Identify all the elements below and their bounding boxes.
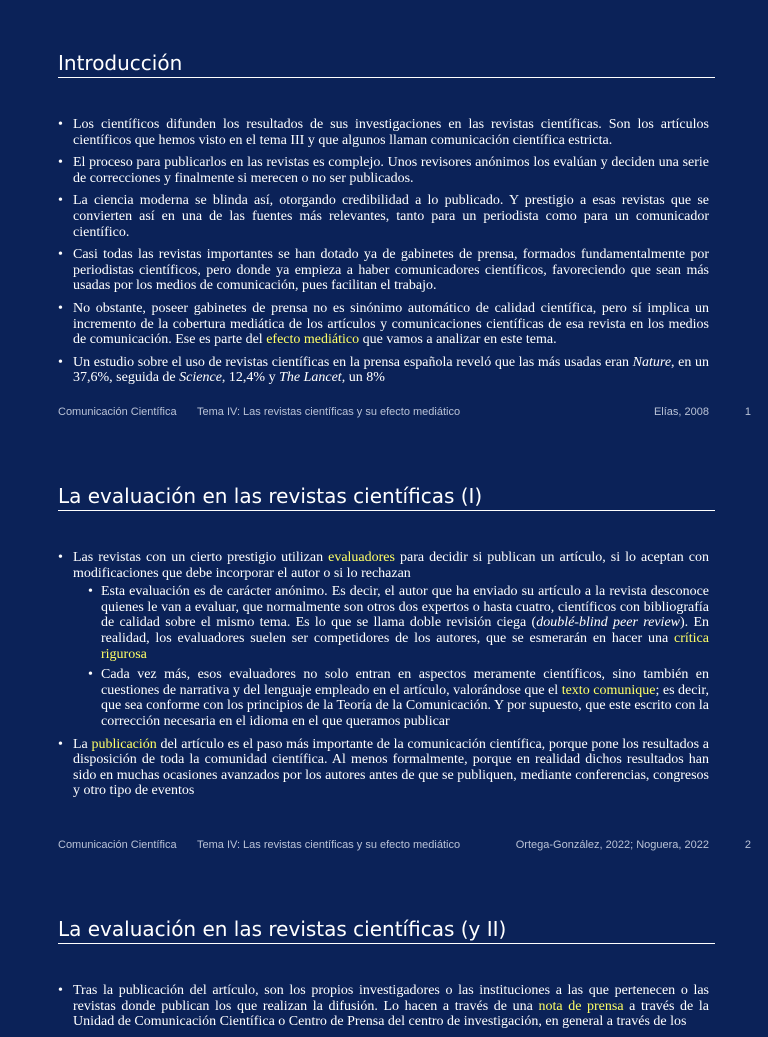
journal-name: Science	[179, 370, 222, 386]
bullet-list	[58, 983, 709, 1030]
slide-title: La evaluación en las revistas científicas (I)	[58, 484, 715, 511]
highlight-term: efecto mediático	[266, 332, 360, 348]
footer-reference: Ortega-González, 2022; Noguera, 2022	[515, 839, 709, 851]
journal-name: The Lancet	[279, 370, 342, 386]
slide-title: La evaluación en las revistas científicas (y II)	[58, 917, 715, 944]
highlight-term: evaluadores	[328, 550, 395, 565]
slide-3	[0, 866, 768, 1030]
bullet-list	[58, 117, 709, 386]
footer-course: Comunicación Científica	[58, 406, 177, 418]
bullet-item: • La ciencia moderna se blinda así, otorgando credibilidad a lo publicado. Y prestigio a esas revistas que se convierten así en una de las fuentes más relevantes, tanto para un periodista como para un comunicador científico.	[58, 193, 709, 240]
italic-term: doublé-blind peer review	[536, 615, 680, 631]
bullet-item: • Los científicos difunden los resultados de sus investigaciones en las revistas científicas. Son los artículos científicos que hemos visto en el tema III y que algunos llaman comunicación científica estricta.	[58, 117, 709, 148]
slide-1	[0, 0, 768, 433]
bullet-item: • Casi todas las revistas importantes se han dotado ya de gabinetes de prensa, formados fundamentalmente por periodistas científicos, pero donde ya empieza a haber comunicadores científicos, favoreciendo que sean más usadas por los medios de comunicación, pues facilitan el trabajo.	[58, 247, 709, 294]
bullet-item: • Tras la publicación del artículo, son los propios investigadores o las instituciones a las que pertenecen o las revistas donde publican los que realizan la difusión. Lo hacen a través de una nota de prensa a través de la Unidad de Comunicación Científica o Centro de Prensa del centro de investigación, en general a través de los	[58, 983, 709, 1030]
sub-bullet-list	[73, 584, 709, 729]
journal-name: Nature	[632, 354, 672, 370]
footer-course: Comunicación Científica	[58, 839, 177, 851]
footer-topic: Tema IV: Las revistas científicas y su efecto mediático	[197, 839, 461, 851]
slide-title: Introducción	[58, 51, 715, 78]
slide-content	[58, 983, 709, 1037]
page-number: 2	[744, 839, 751, 851]
bullet-item: • No obstante, poseer gabinetes de prensa no es sinónimo automático de calidad científica, pero sí implica un incremento de la cobertura mediática de los artículos y comunicaciones científicas de esa revista en los medios de comunicación. Ese es parte del efecto mediático que vamos a analizar en este tema.	[58, 301, 709, 348]
footer-reference: Elías, 2008	[653, 406, 709, 418]
highlight-term: crítica rigurosa	[101, 630, 709, 662]
sub-bullet-item: • Esta evaluación es de carácter anónimo. Es decir, el autor que ha enviado su artículo a la revista desconoce quienes le van a evaluar, que normalmente son otros dos expertos o hasta cuatro, científicos con bibliografía de calidad sobre el mismo tema. Es lo que se llama doble revisión ciega (doublé-blind peer review). En realidad, los evaluadores suelen ser competidores de los autores, que se esmerarán en hacer una crítica rigurosa	[88, 584, 709, 662]
bullet-item: • Un estudio sobre el uso de revistas científicas en la prensa española reveló que las más usadas eran Nature, en un 37,6%, seguida de Science, 12,4% y The Lancet, un 8%	[58, 355, 709, 386]
slide-content	[58, 117, 709, 393]
highlight-term: nota de prensa	[538, 998, 624, 1014]
bullet-item: • La publicación del artículo es el paso más importante de la comunicación científica, porque pone los resultados a disposición de toda la comunidad científica. Al menos formalmente, porque en realidad dichos resultados han sido en muchas ocasiones avanzados por los autores antes de que se publiquen, mediante conferencias, congresos y otro tipo de eventos	[58, 737, 709, 799]
bullet-item: • El proceso para publicarlos en las revistas es complejo. Unos revisores anónimos los evalúan y deciden una serie de correcciones y finalmente si merecen o no ser publicados.	[58, 155, 709, 186]
highlight-term: publicación	[91, 736, 157, 752]
highlight-term: texto comunique	[561, 682, 656, 698]
page-number: 1	[744, 406, 751, 418]
bullet-item: • Las revistas con un cierto prestigio utilizan evaluadores para decidir si publican un artículo, si lo aceptan con modificaciones que debe incorporar el autor o si lo rechazan • Esta evaluación es de carácter anónimo. Es decir, el autor que ha enviado su artículo a la revista desconoce quienes le van a evaluar, que normalmente son otros dos expertos o hasta cuatro, científicos con bibliografía de calidad sobre el mismo tema. Es lo que se llama doble revisión ciega (doublé-blind peer review). En realidad, los evaluadores suelen ser competidores de los autores, que se esmerarán en hacer una crítica rigurosa • Cada vez más, esos evaluadores no solo entran en aspectos meramente científicos, sino también en cuestiones de narrativa y del lenguaje empleado en el artículo, valorándose que el texto comunique; es decir, que sea conforme con los principios de la Teoría de la Comunicación. Y por supuesto, que este escrito con la corrección necesaria en el idioma en el que queramos publicar	[58, 550, 709, 730]
sub-bullet-item: • Cada vez más, esos evaluadores no solo entran en aspectos meramente científicos, sino también en cuestiones de narrativa y del lenguaje empleado en el artículo, valorándose que el texto comunique; es decir, que sea conforme con los principios de la Teoría de la Comunicación. Y por supuesto, que este escrito con la corrección necesaria en el idioma en el que queramos publicar	[88, 667, 709, 729]
bullet-list	[58, 550, 709, 799]
slide-content	[58, 550, 709, 806]
slide-2	[0, 433, 768, 866]
footer-topic: Tema IV: Las revistas científicas y su efecto mediático	[197, 406, 461, 418]
